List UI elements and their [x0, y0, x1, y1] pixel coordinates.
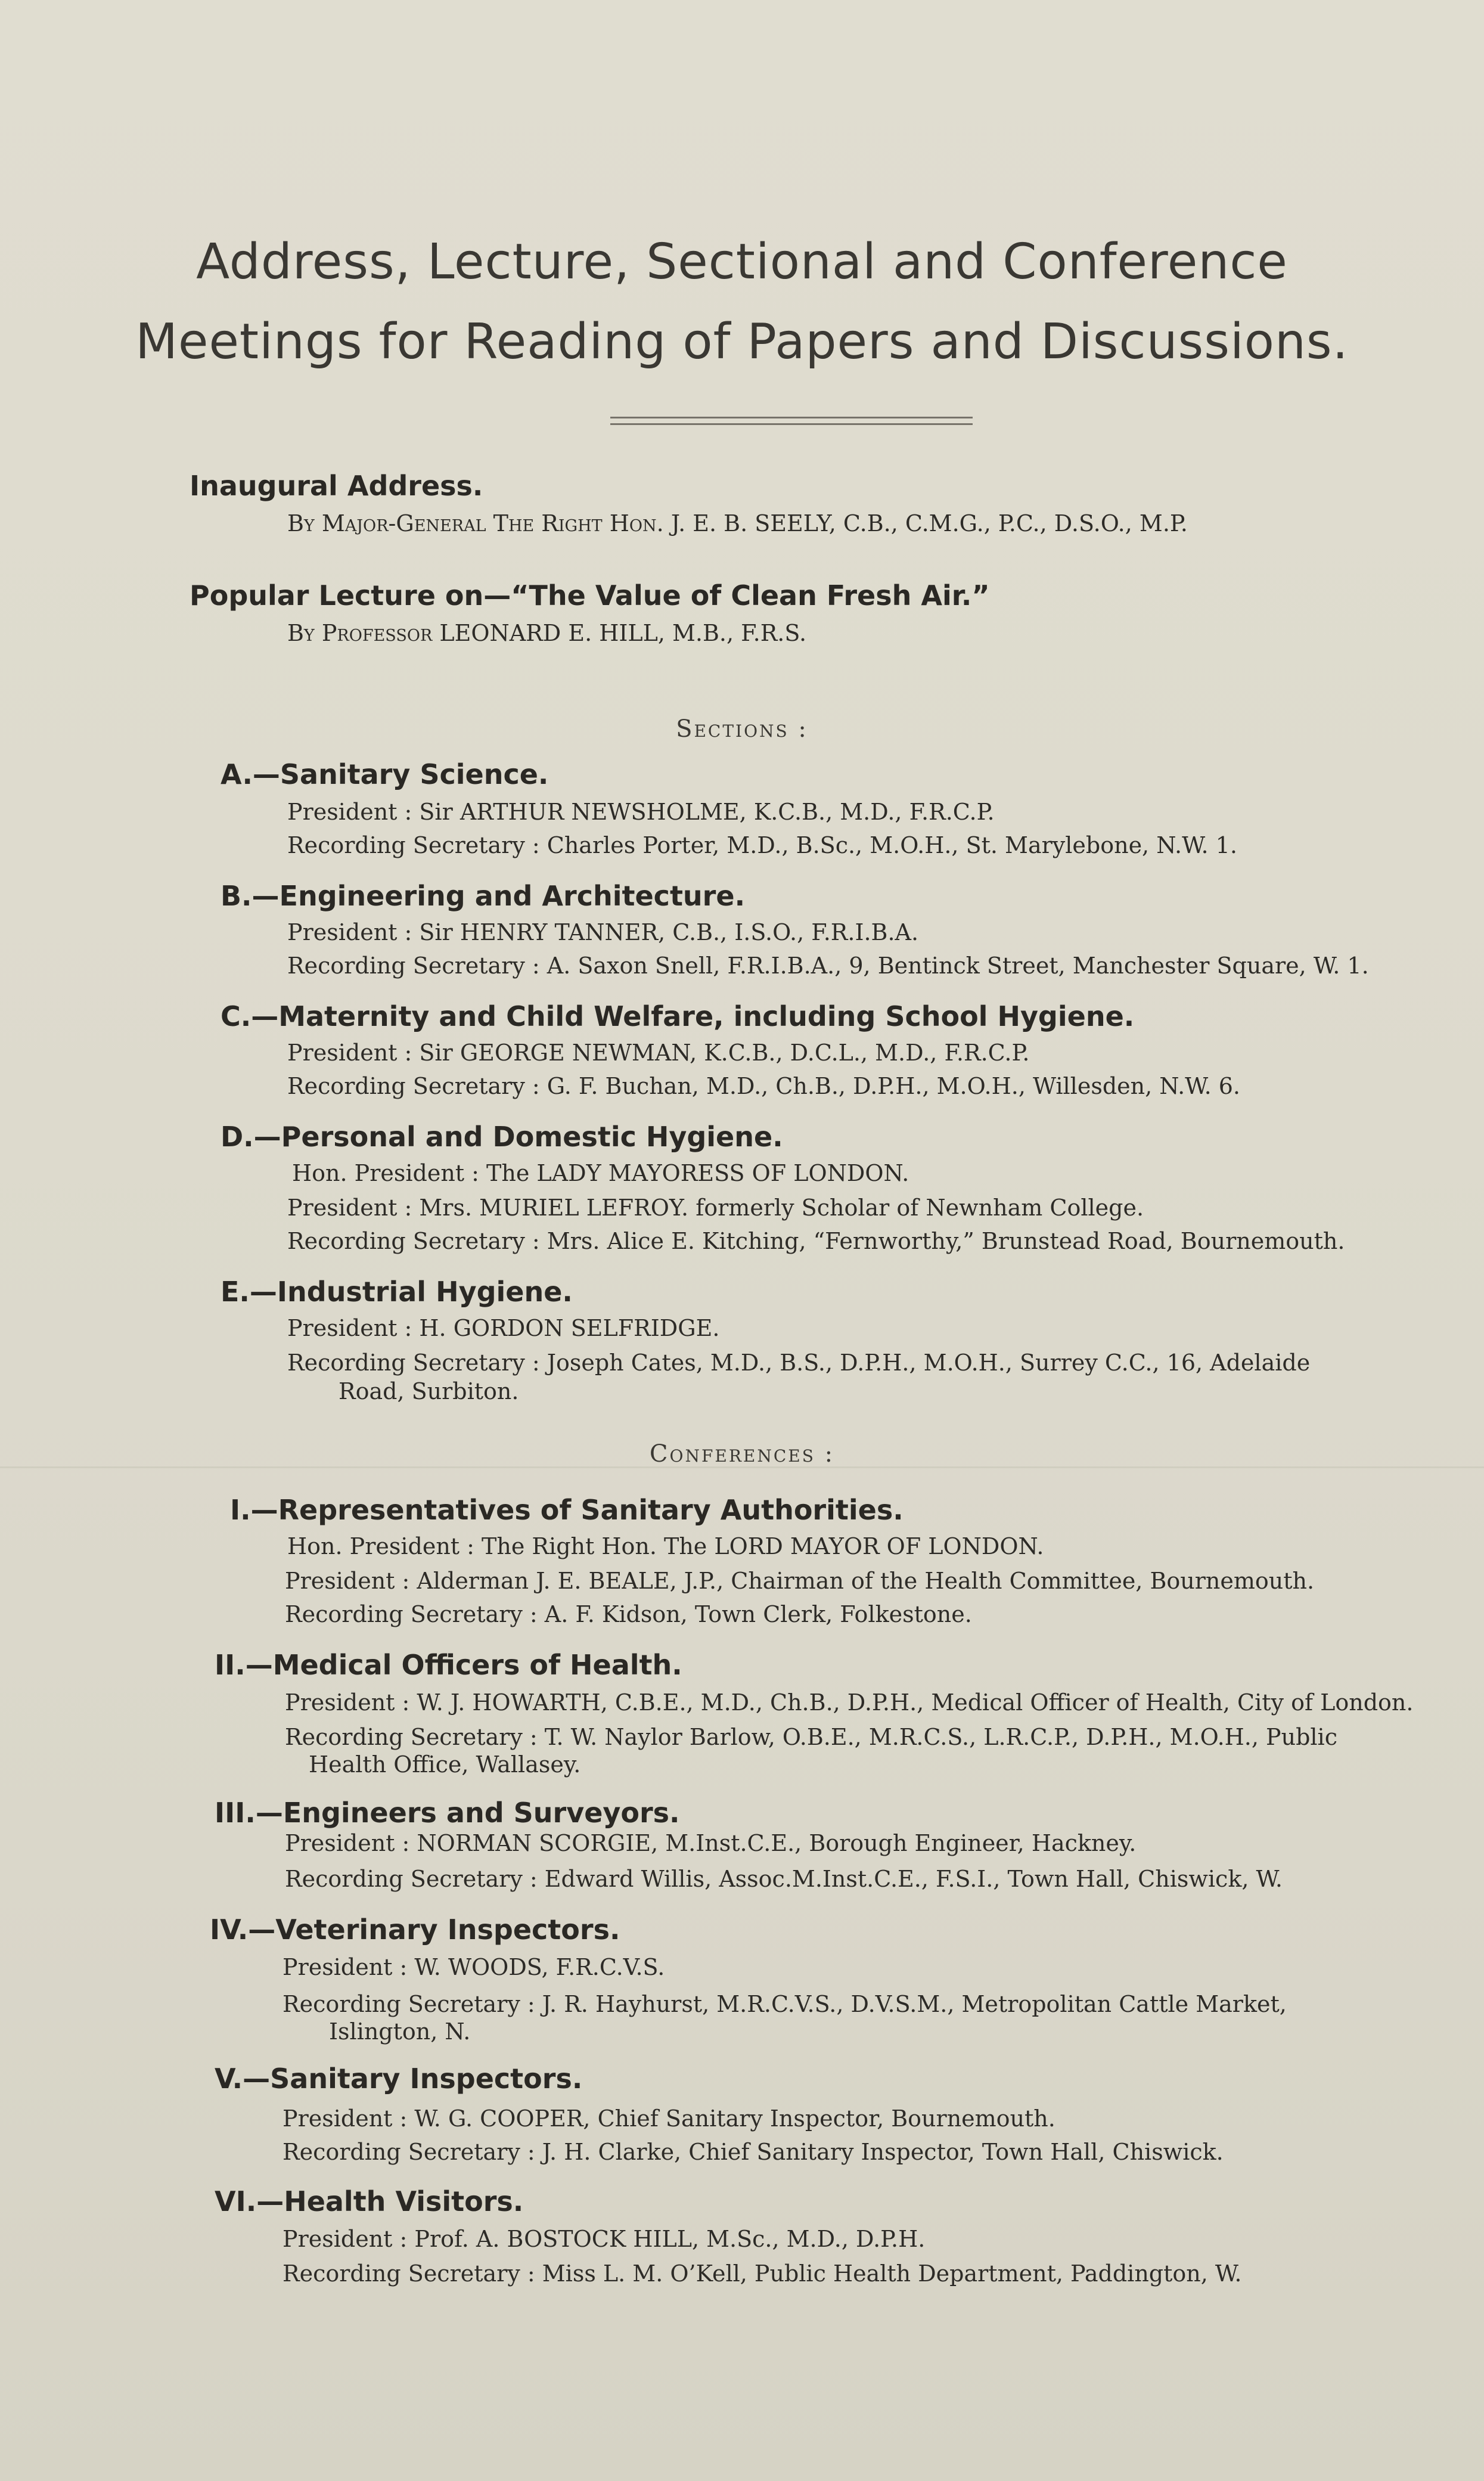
conference-ii-heading: II.—Medical Officers of Health. — [215, 1649, 682, 1681]
section-c-president: President : Sir GEORGE NEWMAN, K.C.B., D.C.L., M.D., F.R.C.P. — [287, 1040, 1030, 1066]
section-e-president: President : H. GORDON SELFRIDGE. — [287, 1315, 720, 1341]
page-title-line-1: Address, Lecture, Sectional and Conference — [196, 234, 1288, 290]
conference-v-heading: V.—Sanitary Inspectors. — [215, 2063, 583, 2095]
section-a-heading: A.—Sanitary Science. — [221, 758, 549, 790]
section-e-heading: E.—Industrial Hygiene. — [221, 1276, 573, 1308]
conference-i-heading: I.—Representatives of Sanitary Authorities. — [230, 1494, 904, 1526]
section-d-hon-president: Hon. President : The LADY MAYORESS OF LONDON. — [292, 1160, 909, 1186]
conference-ii-secretary: Recording Secretary : T. W. Naylor Barlow, O.B.E., M.R.C.S., L.R.C.P., D.P.H., M.O.H., Public — [285, 1724, 1337, 1750]
conference-i-hon-president: Hon. President : The Right Hon. The LORD MAYOR OF LONDON. — [287, 1533, 1044, 1559]
section-a-secretary: Recording Secretary : Charles Porter, M.D., B.Sc., M.O.H., St. Marylebone, N.W. 1. — [287, 832, 1237, 858]
conference-iii-heading: III.—Engineers and Surveyors. — [215, 1797, 680, 1829]
sections-heading: Sections : — [676, 715, 808, 743]
conference-v-president: President : W. G. COOPER, Chief Sanitary Inspector, Bournemouth. — [282, 2105, 1055, 2132]
inaugural-speaker: By Major-General The Right Hon. J. E. B. SEELY, C.B., C.M.G., P.C., D.S.O., M.P. — [287, 510, 1188, 536]
inaugural-heading: Inaugural Address. — [190, 470, 483, 502]
conference-vi-president: President : Prof. A. BOSTOCK HILL, M.Sc., M.D., D.P.H. — [282, 2226, 926, 2252]
conference-v-secretary: Recording Secretary : J. H. Clarke, Chief Sanitary Inspector, Town Hall, Chiswick. — [282, 2139, 1224, 2165]
section-c-secretary: Recording Secretary : G. F. Buchan, M.D., Ch.B., D.P.H., M.O.H., Willesden, N.W. 6. — [287, 1073, 1240, 1099]
conference-i-president: President : Alderman J. E. BEALE, J.P., Chairman of the Health Committee, Bournemouth. — [285, 1568, 1315, 1594]
section-c-heading: C.—Maternity and Child Welfare, including School Hygiene. — [221, 1000, 1135, 1032]
conference-iii-secretary: Recording Secretary : Edward Willis, Assoc.M.Inst.C.E., F.S.I., Town Hall, Chiswick, W. — [285, 1866, 1283, 1892]
conference-iii-president: President : NORMAN SCORGIE, M.Inst.C.E., Borough Engineer, Hackney. — [285, 1830, 1137, 1856]
section-b-president: President : Sir HENRY TANNER, C.B., I.S.O., F.R.I.B.A. — [287, 919, 919, 945]
conference-vi-heading: VI.—Health Visitors. — [215, 2185, 524, 2218]
section-b-heading: B.—Engineering and Architecture. — [221, 880, 746, 912]
conference-iv-secretary: Recording Secretary : J. R. Hayhurst, M.R.C.V.S., D.V.S.M., Metropolitan Cattle Market, — [282, 1991, 1287, 2017]
conference-i-secretary: Recording Secretary : A. F. Kidson, Town Clerk, Folkestone. — [285, 1601, 972, 1627]
lecture-heading: Popular Lecture on—“The Value of Clean Fresh Air.” — [190, 579, 990, 612]
conference-iv-president: President : W. WOODS, F.R.C.V.S. — [282, 1954, 665, 1980]
title-divider-top — [610, 417, 973, 418]
conference-ii-secretary-cont: Health Office, Wallasey. — [309, 1751, 581, 1778]
conference-vi-secretary: Recording Secretary : Miss L. M. O’Kell, Public Health Department, Paddington, W. — [282, 2260, 1242, 2287]
conferences-heading: Conferences : — [649, 1440, 835, 1468]
title-divider-bottom — [610, 423, 973, 425]
section-e-secretary: Recording Secretary : Joseph Cates, M.D., B.S., D.P.H., M.O.H., Surrey C.C., 16, Adelaide — [287, 1350, 1311, 1376]
section-d-heading: D.—Personal and Domestic Hygiene. — [221, 1121, 783, 1153]
section-a-president: President : Sir ARTHUR NEWSHOLME, K.C.B., M.D., F.R.C.P. — [287, 799, 995, 825]
lecture-speaker: By Professor LEONARD E. HILL, M.B., F.R.S. — [287, 620, 807, 646]
section-d-president: President : Mrs. MURIEL LEFROY. formerly Scholar of Newnham College. — [287, 1195, 1144, 1221]
section-b-secretary: Recording Secretary : A. Saxon Snell, F.R.I.B.A., 9, Bentinck Street, Manchester Square, W. 1. — [287, 953, 1369, 979]
conference-iv-secretary-cont: Islington, N. — [329, 2018, 471, 2045]
section-e-secretary-cont: Road, Surbiton. — [339, 1378, 519, 1404]
page-title-line-2: Meetings for Reading of Papers and Discussions. — [135, 314, 1349, 370]
conference-iv-heading: IV.—Veterinary Inspectors. — [210, 1914, 620, 1946]
conference-ii-president: President : W. J. HOWARTH, C.B.E., M.D., Ch.B., D.P.H., Medical Officer of Health, City of London. — [285, 1689, 1414, 1716]
section-d-secretary: Recording Secretary : Mrs. Alice E. Kitching, “Fernworthy,” Brunstead Road, Bournemouth. — [287, 1228, 1345, 1254]
